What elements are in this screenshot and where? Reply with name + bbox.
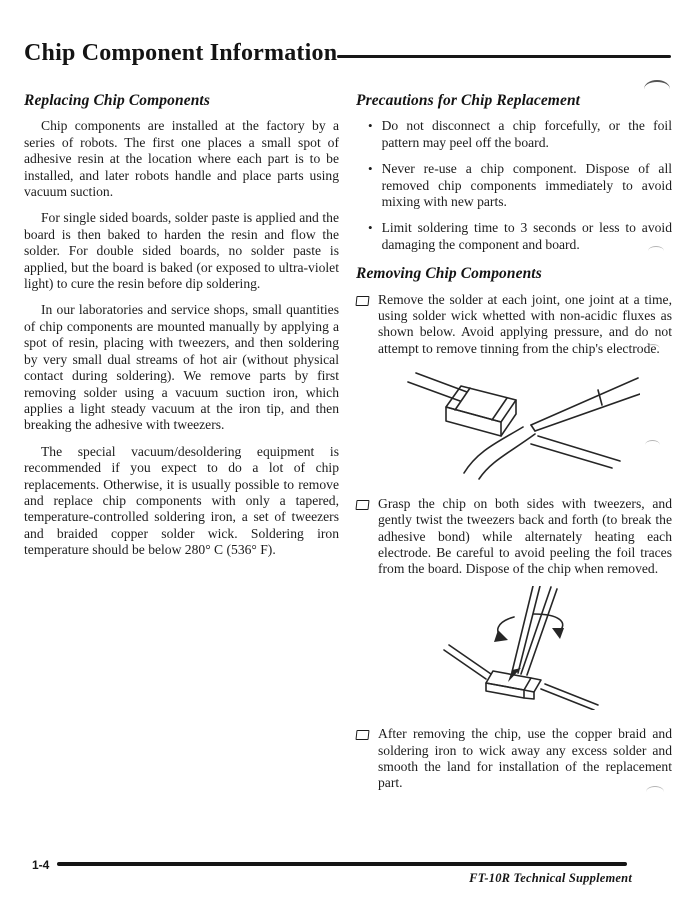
removal-step <box>356 726 672 792</box>
left-column <box>24 93 339 800</box>
bullet-icon: • <box>368 161 373 177</box>
list-item-text: Limit soldering time to 3 seconds or less to avoid damaging the component and board. <box>381 220 672 252</box>
step-text: Remove the solder at each joint, one joint at a time, using solder wick whetted with non-acidic fluxes as shown below. Avoid applying pressure, and do not attempt to remove tinning from the chip's electrode. <box>378 291 672 356</box>
step-text: Grasp the chip on both sides with tweezers, and gently twist the tweezers back and forth (to break the adhesive bond) while alternately heating each electrode. Be careful to avoid peeling the foil traces from the board. Dispose of the chip when removed. <box>378 495 672 577</box>
paragraph: In our laboratories and service shops, small quantities of chip components are mounted manually by applying a spot of resin, placing with tweezers, and then soldering by very small dual streams of hot air (without physical contact during soldering). We remove parts by first removing solder using a vacuum suction iron, which applies a light steady vacuum at the iron tip, and then breaking the adhesive with tweezers. <box>24 302 339 433</box>
section-heading-replacing: Replacing Chip Components <box>24 92 210 109</box>
removal-step <box>356 496 672 578</box>
list-item <box>356 118 672 151</box>
removal-step <box>356 292 672 358</box>
two-column-layout <box>24 93 672 800</box>
bullet-icon: • <box>368 118 373 134</box>
footer-rule <box>57 862 627 866</box>
paragraph: For single sided boards, solder paste is applied and the board is then baked to harden the resin and flow the solder. For double sided boards, no solder paste is applied, but the board is baked (or exposed to ultra-violet light) to cure the resin before dip soldering. <box>24 210 339 292</box>
checkbox-icon <box>355 730 369 740</box>
scan-artifact <box>648 246 664 251</box>
list-item-text: Do not disconnect a chip forcefully, or the foil pattern may peel off the board. <box>381 118 672 150</box>
list-item-text: Never re-use a chip component. Dispose of all removed chip components immediately to avoid mixing with new parts. <box>381 161 672 210</box>
right-column <box>356 93 672 800</box>
illustration-solder-wick <box>404 365 672 485</box>
tweezers-twisting-illustration <box>438 586 618 710</box>
title-rule <box>337 55 671 58</box>
page-number: 1-4 <box>32 858 50 872</box>
precautions-list <box>356 118 672 253</box>
checkbox-icon <box>355 296 369 306</box>
checkbox-icon <box>355 500 369 510</box>
bullet-icon: • <box>368 220 373 236</box>
step-text: After removing the chip, use the copper braid and soldering iron to wick away any excess solder and smooth the land for installation of the replacement part. <box>378 726 672 791</box>
scan-artifact <box>645 440 660 445</box>
section-heading-removing: Removing Chip Components <box>356 265 542 283</box>
paragraph: Chip components are installed at the factory by a series of robots. The first one places a small spot of adhesive resin at the location where each part is to be installed, and later robots handle and place parts using vacuum suction. <box>24 118 339 200</box>
scan-artifact <box>646 786 664 792</box>
scan-artifact <box>644 80 670 89</box>
scan-artifact <box>646 344 660 349</box>
list-item <box>356 161 672 210</box>
solder-wick-and-iron-illustration <box>404 365 640 481</box>
paragraph: The special vacuum/desoldering equipment is recommended if you expect to do a lot of chip replacements. Otherwise, it is usually possible to remove and replace chip components with only a tapered, temperature-controlled soldering iron, a set of tweezers and braided copper solder wick. Soldering iron temperature should be below 280° C (536° F). <box>24 443 339 558</box>
list-item <box>356 220 672 253</box>
section-heading-precautions: Precautions for Chip Replacement <box>356 92 581 109</box>
footer-doc-title: FT-10R Technical Supplement <box>469 871 632 885</box>
page-title: Chip Component Information <box>24 40 338 66</box>
illustration-tweezers <box>438 586 672 714</box>
